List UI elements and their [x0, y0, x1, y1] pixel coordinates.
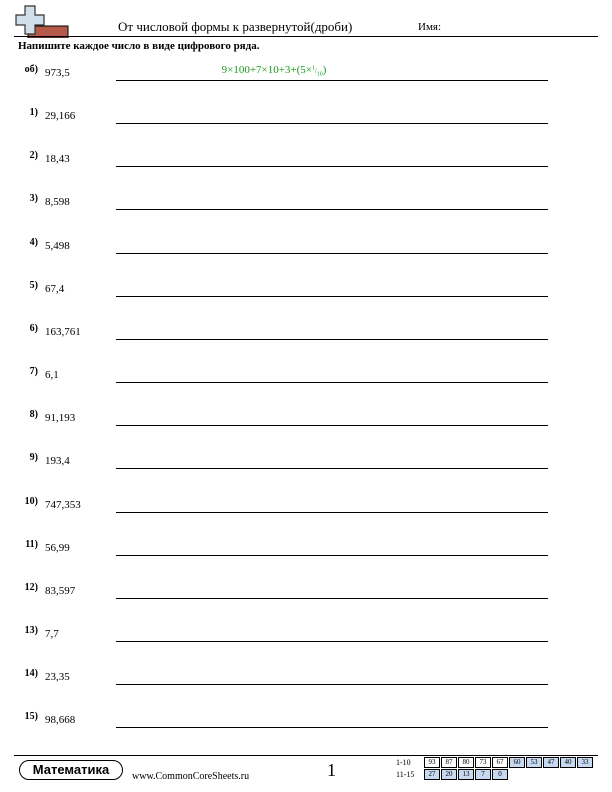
answer-line[interactable]: [116, 339, 548, 340]
problem-value: 747,353: [45, 499, 81, 511]
problem-value: 67,4: [45, 283, 65, 295]
answer-line[interactable]: [116, 727, 548, 728]
score-cell: 13: [458, 769, 474, 780]
problem-value: 56,99: [45, 542, 70, 554]
answer-line[interactable]: [116, 641, 548, 642]
example-answer-close: ): [322, 64, 327, 76]
problem-value: 163,761: [45, 326, 81, 338]
problem-label: 13): [24, 625, 38, 636]
name-label: Имя:: [418, 21, 442, 33]
problem-row: [0, 280, 612, 320]
answer-line[interactable]: [116, 123, 548, 124]
answer-line[interactable]: [116, 209, 548, 210]
instructions: Напишите каждое число в виде цифрового ряда.: [18, 40, 260, 52]
example-row: [0, 64, 612, 104]
problem-label: 2): [29, 150, 38, 161]
problem-label: 9): [29, 452, 38, 463]
example-answer-denominator: 10: [316, 71, 323, 78]
header-divider: [14, 36, 598, 37]
problem-row: [0, 452, 612, 492]
answer-line[interactable]: [116, 684, 548, 685]
problem-value: 98,668: [45, 714, 76, 726]
score-key-row: [396, 757, 594, 768]
problem-value: 29,166: [45, 110, 76, 122]
score-cell: 20: [441, 769, 457, 780]
problem-row: [0, 107, 612, 147]
problem-row: [0, 711, 612, 751]
problem-row: [0, 582, 612, 622]
problem-label: 4): [29, 237, 38, 248]
score-cell: 80: [458, 757, 474, 768]
problem-row: [0, 237, 612, 277]
score-cell: 33: [577, 757, 593, 768]
answer-line[interactable]: [116, 512, 548, 513]
score-cell: 7: [475, 769, 491, 780]
score-cell: 73: [475, 757, 491, 768]
site-url: www.CommonCoreSheets.ru: [132, 771, 250, 782]
score-cell: 93: [424, 757, 440, 768]
problem-value: 8,598: [45, 196, 70, 208]
problem-value: 83,597: [45, 585, 76, 597]
example-value: 973,5: [45, 67, 70, 79]
answer-line[interactable]: [116, 253, 548, 254]
score-key-row: [396, 769, 594, 780]
score-cell: 87: [441, 757, 457, 768]
answer-line[interactable]: [116, 382, 548, 383]
page-number: 1: [327, 760, 336, 780]
score-cell: 53: [526, 757, 542, 768]
problem-label: 11): [25, 539, 38, 550]
example-answer-main: 9×100+7×10+3+(5×: [221, 64, 312, 76]
problem-value: 7,7: [45, 628, 59, 640]
problem-row: [0, 366, 612, 406]
example-answer: $9\times 100+7\times 10+3+(5\times^1/_{10})$: [221, 64, 327, 78]
score-cell: 0: [492, 769, 508, 780]
problem-label: 5): [29, 280, 38, 291]
answer-line[interactable]: [116, 166, 548, 167]
problem-value: 23,35: [45, 671, 70, 683]
problem-label: 3): [29, 193, 38, 204]
answer-line[interactable]: [116, 468, 548, 469]
problem-label: 14): [24, 668, 38, 679]
score-cell: 67: [492, 757, 508, 768]
problem-row: [0, 193, 612, 233]
worksheet-title: От числовой формы к развернутой(дроби): [118, 19, 353, 34]
problem-label: 7): [29, 366, 38, 377]
problem-value: 18,43: [45, 153, 70, 165]
example-label: об): [24, 64, 38, 75]
score-cell: 47: [543, 757, 559, 768]
plus-logo-icon: [14, 4, 70, 38]
problem-row: [0, 409, 612, 449]
example-answer-numerator: 1: [312, 65, 315, 72]
problem-value: 193,4: [45, 455, 70, 467]
problem-label: 10): [24, 496, 38, 507]
problem-row: [0, 496, 612, 536]
brand-badge: Математика: [19, 760, 123, 780]
problem-label: 1): [29, 107, 38, 118]
score-key-label: 1-10: [396, 758, 411, 767]
problem-label: 15): [24, 711, 38, 722]
score-key-label: 11-15: [396, 770, 415, 779]
problem-value: 5,498: [45, 240, 70, 252]
problem-row: [0, 323, 612, 363]
score-key: [396, 757, 594, 781]
problem-value: 6,1: [45, 369, 59, 381]
problem-value: 91,193: [45, 412, 76, 424]
answer-line[interactable]: [116, 296, 548, 297]
score-cell: 27: [424, 769, 440, 780]
problem-label: 8): [29, 409, 38, 420]
score-cell: 40: [560, 757, 576, 768]
answer-line[interactable]: [116, 555, 548, 556]
problem-label: 6): [29, 323, 38, 334]
problem-row: [0, 150, 612, 190]
answer-line[interactable]: [116, 598, 548, 599]
answer-line[interactable]: [116, 425, 548, 426]
score-cell: 60: [509, 757, 525, 768]
footer-divider: [14, 755, 598, 756]
problem-row: [0, 539, 612, 579]
example-answer-line: [116, 80, 548, 81]
problem-row: [0, 625, 612, 665]
problem-label: 12): [24, 582, 38, 593]
problem-row: [0, 668, 612, 708]
